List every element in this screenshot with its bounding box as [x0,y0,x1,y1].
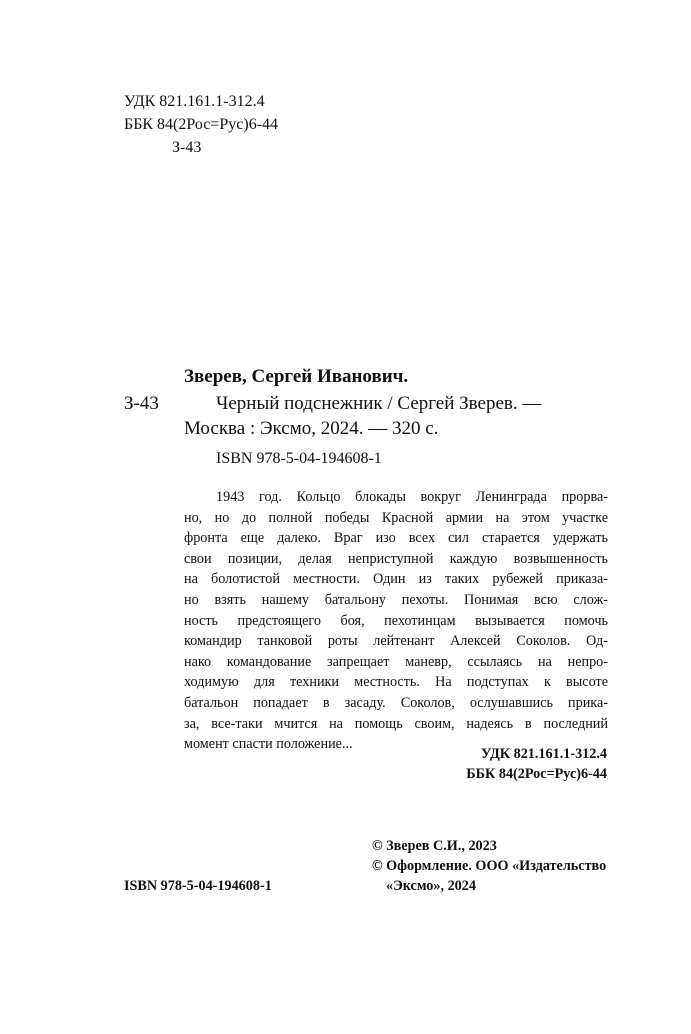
annotation-line: 1943 год. Кольцо блокады вокруг Ленинграда прорва- [216,489,608,505]
copyright-design-line-1: © Оформление. ООО «Издательство [372,858,607,874]
author-mark-top: З-43 [172,139,202,156]
annotation-line: командир танковой роты лейтенант Алексей Соколов. Од- [184,633,608,650]
isbn-footer: ISBN 978-5-04-194608-1 [124,878,272,894]
annotation-line: ность предстоящего боя, пехотинцам вызывается помочь [184,612,608,629]
annotation-line: момент спасти положение... [184,736,353,753]
isbn-record: ISBN 978-5-04-194608-1 [216,450,382,467]
annotation-line: за, все-таки мчится на помощь своим, надеясь в последний [184,715,608,732]
annotation-line: но, но до полной победы Красной армии на этом участке [184,509,608,526]
udk-code-top: УДК 821.161.1-312.4 [124,93,265,110]
annotation-line: но взять нашему батальону пехоты. Понимая всю слож- [184,591,608,608]
annotation-text [184,487,608,755]
title-line-1: Черный подснежник / Сергей Зверев. — [216,393,542,414]
annotation-line: на болотистой местности. Один из таких рубежей приказа- [184,571,608,588]
annotation-line: батальон попадает в засаду. Соколов, ослушавшись прика- [184,694,608,711]
bbk-code-top: ББК 84(2Рос=Рус)6-44 [124,116,279,133]
annotation-line: свои позиции, делая неприступной каждую возвышенность [184,550,608,567]
copyright-author: © Зверев С.И., 2023 [372,838,497,854]
udk-code-bottom: УДК 821.161.1-312.4 [481,746,607,762]
annotation-line: нако командование запрещает маневр, ссылаясь на непро- [184,653,608,670]
title-line-2: Москва : Эксмо, 2024. — 320 с. [184,418,439,439]
author-mark: З-43 [124,393,159,414]
author-heading: Зверев, Сергей Иванович. [184,366,409,387]
copyright-design-line-2: «Эксмо», 2024 [386,878,476,894]
annotation-line: фронта еще далеко. Враг изо всех сил старается удержать [184,530,608,547]
annotation-line: ходимую для техники местность. На подступах к высоте [184,674,608,691]
bbk-code-bottom: ББК 84(2Рос=Рус)6-44 [466,766,607,782]
